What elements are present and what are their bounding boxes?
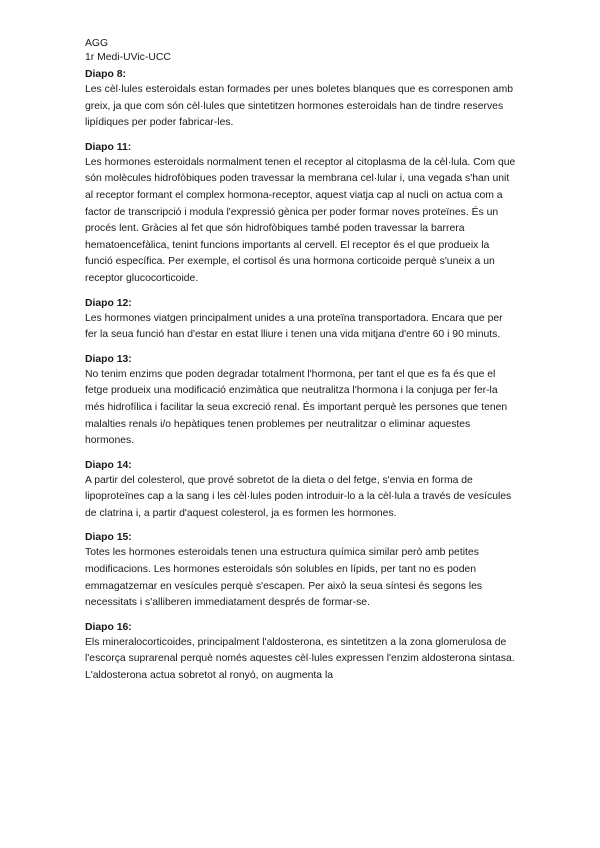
- section-body: Totes les hormones esteroidals tenen una estructura química similar però amb petites modificacions. Les hormones esteroidals són solubles en lípids, per tant no es poden emmagatzemar en vesícules perquè s'escapen. Per això la seua síntesi és segons les necessitats i s'alliberen immediatament després de formar-se.: [85, 547, 483, 609]
- section-diapo-11: [85, 140, 517, 288]
- section-title: Diapo 14:: [85, 459, 132, 471]
- section-body: Les hormones esteroidals normalment tenen el receptor al citoplasma de la cèl·lula. Com que són molècules hidrofòbiques poden travessar la membrana cel·lular i, una vegada s'han unit al receptor formant el complex hormona-receptor, aquest viatja cap al nucli on actua com a factor de transcripció i modula l'expressió gènica per poder formar noves proteïnes. És un procés lent. Gràcies al fet que són hidrofòbiques també poden travessar la barrera hematoencefàlica, tenint funcions importants al cervell. El receptor és el que produeix la funció específica. Per exemple, el cortisol és una hormona corticoide perquè s'uneix a un receptor glucocorticoide.: [85, 156, 516, 284]
- section-body: Els mineralocorticoides, principalment l'aldosterona, es sintetitzen a la zona glomerulosa de l'escorça suprarenal perquè només aquestes cèl·lules expressen l'enzim aldosterona sintasa. L'aldosterona actua sobretot al ronyó, on augmenta la: [85, 636, 515, 682]
- section-title: Diapo 16:: [85, 621, 132, 633]
- section-body: Les cèl·lules esteroidals estan formades per unes boletes blanques que es corresponen amb greix, ja que com són cèl·lules que sintetitzen hormones esteroidals han de tindre reserves lipídiques per poder fabricar-les.: [85, 84, 514, 129]
- section-body: Les hormones viatgen principalment unides a una proteïna transportadora. Encara que per fer la seua funció han d'estar en estat lliure i tenen una vida mitjana d'entre 60 i 90 minuts.: [85, 312, 503, 341]
- section-diapo-12: [85, 296, 517, 344]
- section-title: Diapo 15:: [85, 532, 132, 544]
- section-diapo-14: [85, 458, 517, 523]
- author-initials: AGG: [85, 38, 109, 49]
- course-label: 1r Medi-UVic-UCC: [85, 52, 171, 63]
- document-page: [85, 37, 517, 837]
- section-title: Diapo 12:: [85, 297, 132, 309]
- section-diapo-16: [85, 620, 517, 685]
- section-title: Diapo 8:: [85, 69, 126, 80]
- section-diapo-15: [85, 530, 517, 611]
- section-body: A partir del colesterol, que prové sobretot de la dieta o del fetge, s'envia en forma de lipoproteïnes cap a la sang i les cèl·lules poden introduir-lo a la cèl·lula a través de vesícules de clatrina i, a partir d'aquest colesterol, ja es formen les hormones.: [85, 474, 512, 519]
- section-diapo-8: [85, 67, 517, 132]
- section-title: Diapo 11:: [85, 141, 132, 153]
- section-diapo-13: [85, 352, 517, 450]
- section-title: Diapo 13:: [85, 353, 132, 365]
- section-body: No tenim enzims que poden degradar totalment l'hormona, per tant el que es fa és que el fetge produeix una modificació enzimàtica que neutralitza l'hormona i la conjuga per fer-la més hidrofílica i facilitar la seua excreció renal. És important perquè les persones que tenen malalties renals i/o hepàtiques tenen problemes per neutralitzar o eliminar aquestes hormones.: [85, 368, 508, 447]
